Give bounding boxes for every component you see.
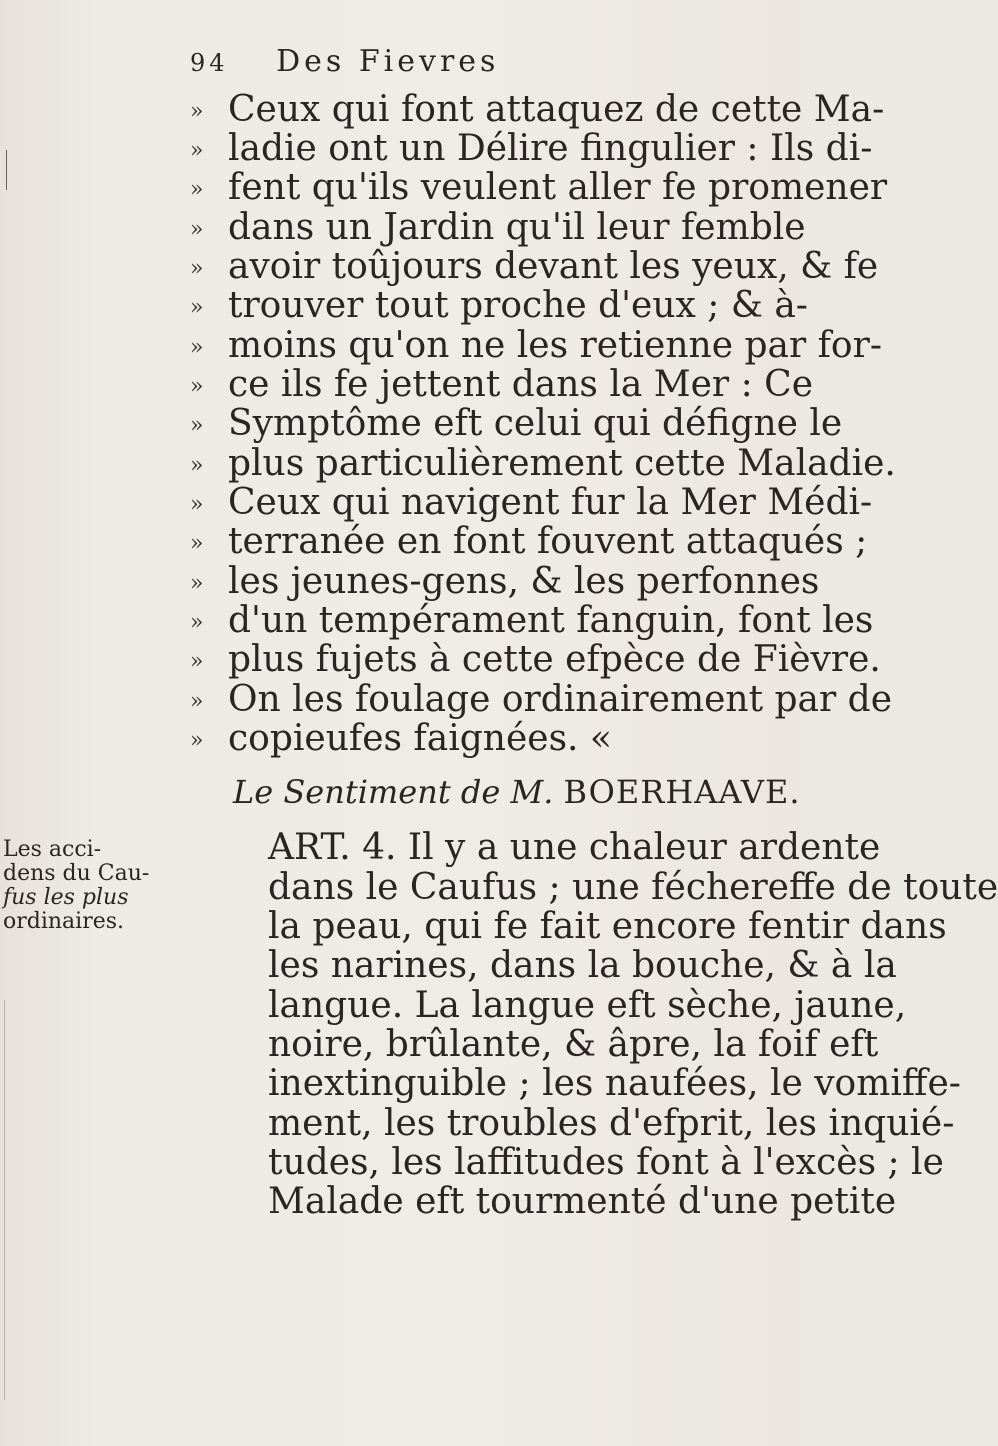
quote-line: » fent qu'ils veulent aller fe promener: [190, 167, 888, 208]
body-line: ment, les troubles d'efprit, les inquié-: [268, 1103, 955, 1144]
quote-mark: »: [190, 177, 204, 202]
quote-line: » Ceux qui navigent fur la Mer Médi-: [190, 482, 873, 523]
quote-mark: »: [190, 374, 204, 399]
subtitle-name: BOERHAAVE.: [563, 773, 801, 811]
quote-line: » On les foulage ordinairement par de: [190, 679, 892, 720]
quote-line: » Ceux qui font attaquez de cette Ma-: [190, 89, 885, 130]
quote-line: » moins qu'on ne les retienne par for-: [190, 325, 882, 366]
running-title: Des Fievres: [276, 44, 500, 79]
quote-mark: »: [190, 138, 204, 163]
quote-mark: »: [190, 649, 204, 674]
quote-line: » trouver tout proche d'eux ; & à-: [190, 285, 808, 326]
quote-mark: »: [190, 728, 204, 753]
quote-line: » plus particulièrement cette Maladie.: [190, 443, 896, 484]
margin-note-line: Les acci-: [3, 837, 102, 862]
quote-line: » dans un Jardin qu'il leur femble: [190, 207, 806, 248]
quote-mark: »: [190, 256, 204, 281]
body-line: les narines, dans la bouche, & à la: [268, 945, 897, 986]
quote-mark: »: [190, 531, 204, 556]
margin-note-line: ordinaires.: [3, 909, 125, 934]
quote-mark: »: [190, 413, 204, 438]
quote-line: » ladie ont un Délire fingulier : Ils di-: [190, 128, 873, 169]
quote-mark: »: [190, 571, 204, 596]
body-line: langue. La langue eft sèche, jaune,: [268, 985, 907, 1026]
subtitle-prefix: Le Sentiment de M.: [233, 773, 554, 811]
quote-line: » plus fujets à cette efpèce de Fièvre.: [190, 639, 881, 680]
quote-mark: »: [190, 335, 204, 360]
quote-mark: »: [190, 453, 204, 478]
body-line: dans le Caufus ; une féchereffe de toute: [268, 867, 998, 908]
quote-mark: »: [190, 217, 204, 242]
running-header: [190, 44, 499, 79]
quote-mark: »: [190, 99, 204, 124]
quote-line: » copieufes faignées. «: [190, 718, 612, 759]
margin-rule: [6, 150, 7, 190]
body-line: Malade eft tourmenté d'une petite: [268, 1181, 897, 1222]
margin-rule-lower: [4, 1000, 5, 1400]
body-line: tudes, les laffitudes font à l'excès ; le: [268, 1142, 944, 1183]
margin-note-line: dens du Cau-: [3, 861, 150, 886]
body-line: la peau, qui fe fait encore fentir dans: [268, 906, 947, 947]
quote-line: » terranée en font fouvent attaqués ;: [190, 521, 868, 562]
quote-mark: »: [190, 295, 204, 320]
margin-note: [3, 838, 149, 934]
body-line: noire, brûlante, & âpre, la foif eft: [268, 1024, 879, 1065]
quote-mark: »: [190, 689, 204, 714]
margin-note-line: fus les plus: [3, 885, 129, 910]
quote-line: » les jeunes-gens, & les perfonnes: [190, 561, 820, 602]
quote-line: » avoir toûjours devant les yeux, & fe: [190, 246, 879, 287]
page-number: 94: [190, 49, 229, 77]
section-subtitle: [233, 773, 801, 811]
quote-line: » ce ils fe jettent dans la Mer : Ce: [190, 364, 813, 405]
body-line: ART. 4. Il y a une chaleur ardente: [268, 827, 881, 868]
body-line: inextinguible ; les naufées, le vomiffe-: [268, 1063, 961, 1104]
quote-line: » Symptôme eft celui qui défigne le: [190, 403, 843, 444]
quote-mark: »: [190, 610, 204, 635]
quote-mark: »: [190, 492, 204, 517]
quote-line: » d'un tempérament fanguin, font les: [190, 600, 874, 641]
